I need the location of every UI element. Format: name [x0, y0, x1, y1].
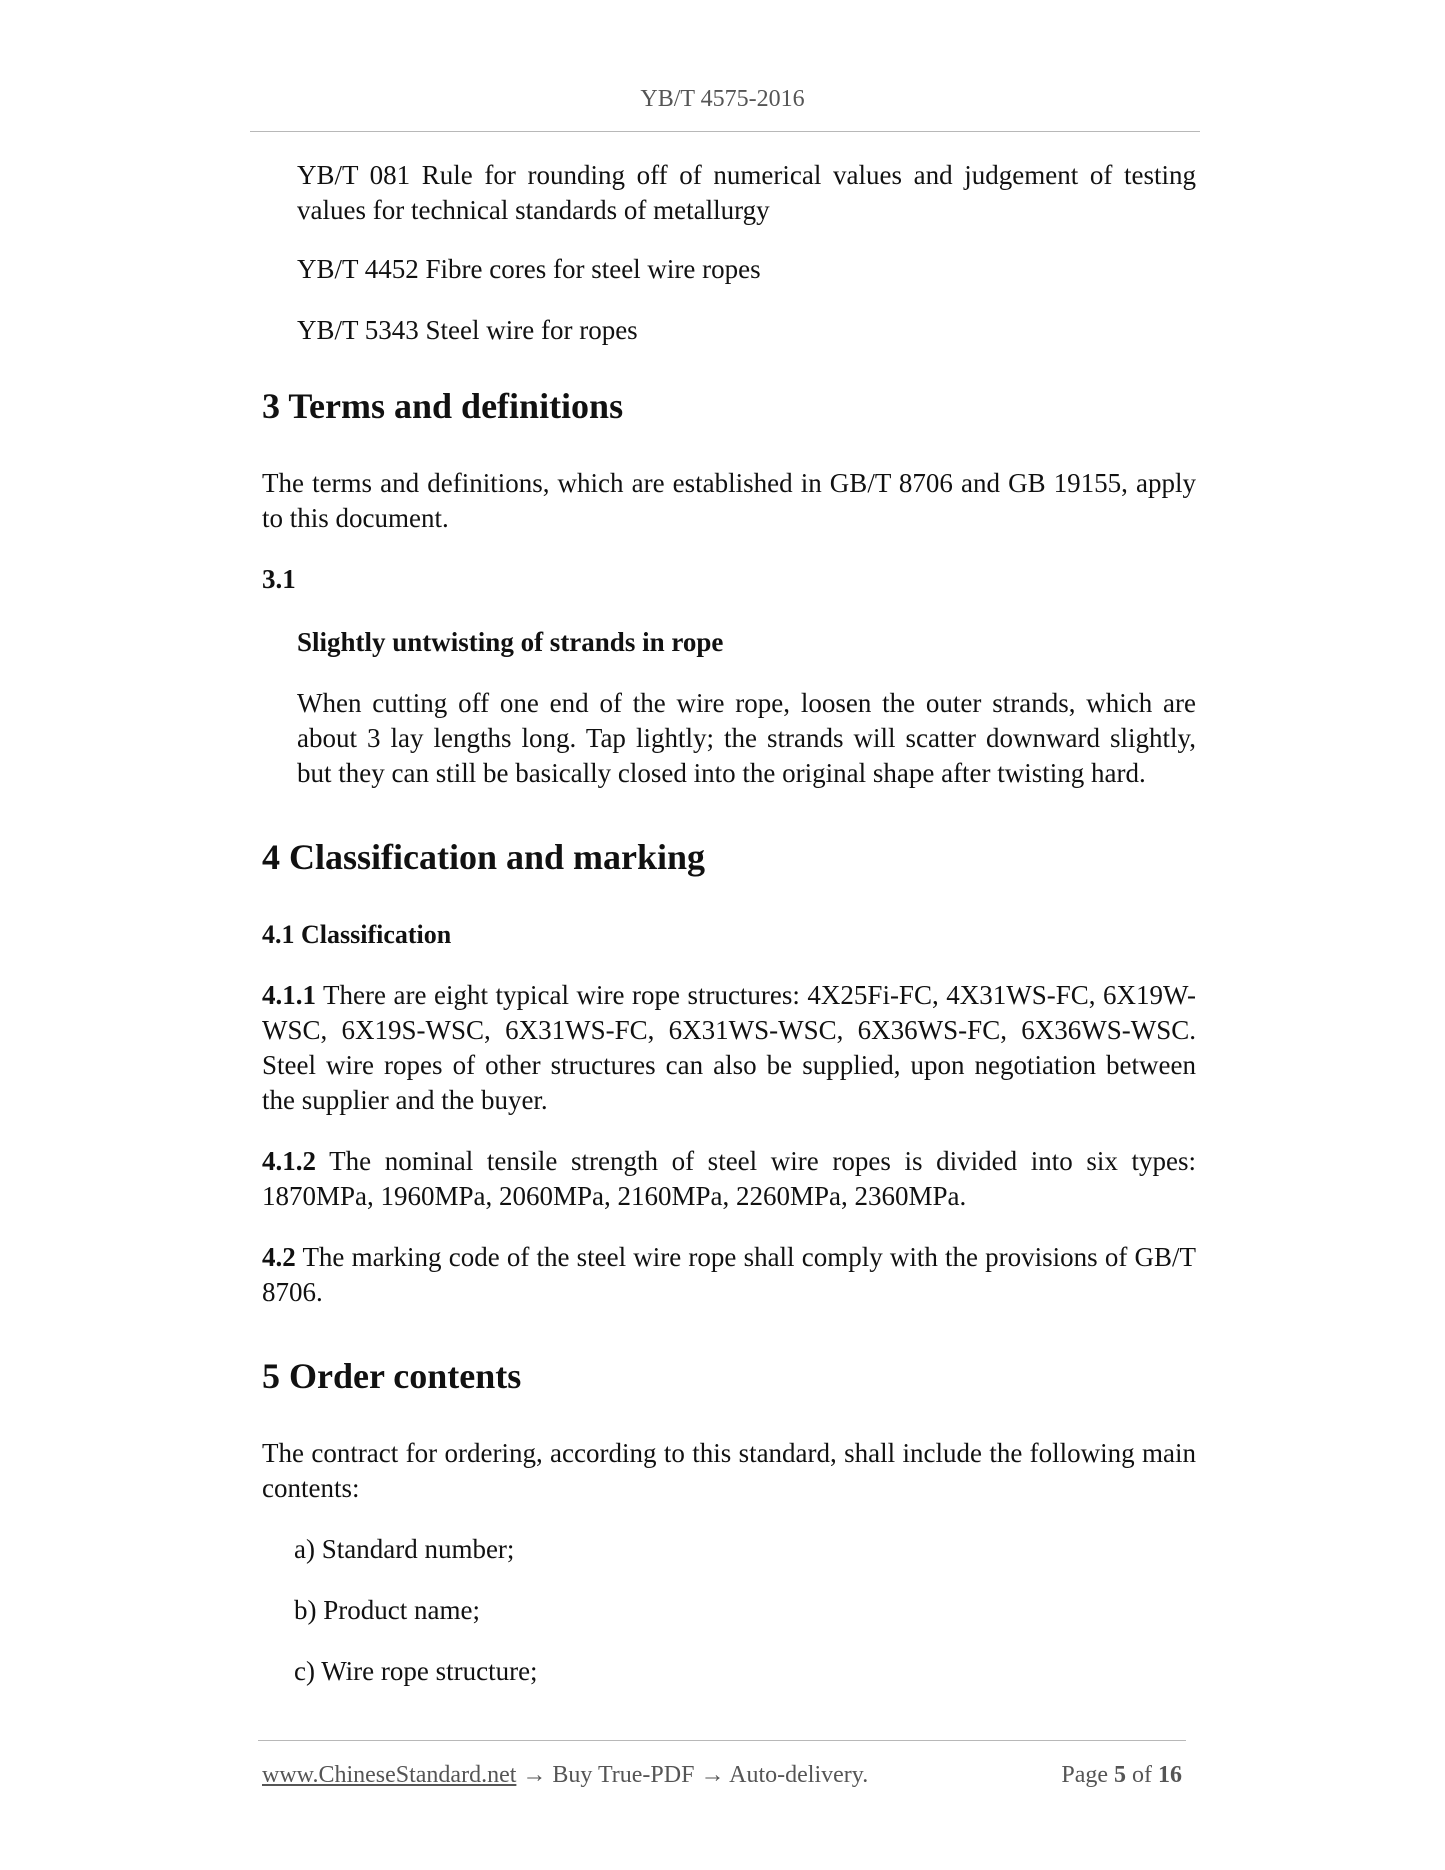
page-label: Page: [1061, 1762, 1108, 1788]
clause-4-2: [262, 1240, 1196, 1310]
reference-item: YB/T 5343 Steel wire for ropes: [297, 315, 638, 345]
section-3-intro: The terms and definitions, which are established in GB/T 8706 and GB 19155, apply to this document.: [262, 468, 1196, 533]
section-heading-3: 3 Terms and definitions: [262, 386, 624, 426]
website-link[interactable]: www.ChineseStandard.net: [262, 1762, 517, 1788]
list-item: c) Wire rope structure;: [294, 1656, 538, 1686]
clause-text: The nominal tensile strength of steel wire ropes is divided into six types: 1870MPa, 1960MPa, 2060MPa, 2160MPa, 2260MPa, 2360MPa.: [262, 1146, 1196, 1211]
term-definition: When cutting off one end of the wire rope, loosen the outer strands, which are about 3 lay lengths long. Tap lightly; the strands will scatter downward slightly, but they can still be basically closed into the original shape after twisting hard.: [297, 688, 1196, 788]
footer-divider: [258, 1740, 1186, 1741]
section-5-intro: The contract for ordering, according to this standard, shall include the following main contents:: [262, 1438, 1196, 1503]
section-heading-4: 4 Classification and marking: [262, 837, 706, 877]
section-heading-5: 5 Order contents: [262, 1356, 522, 1396]
arrow-icon: →: [700, 1762, 725, 1788]
buy-pdf-text: Buy True-PDF: [552, 1762, 695, 1788]
arrow-icon: →: [522, 1762, 547, 1788]
page-indicator: [1061, 1760, 1182, 1790]
list-item: b) Product name;: [294, 1595, 480, 1625]
current-page: 5: [1114, 1762, 1126, 1788]
term-name: Slightly untwisting of strands in rope: [297, 627, 724, 657]
subsection-heading-4-1: 4.1 Classification: [262, 920, 452, 949]
header-divider: [250, 131, 1200, 132]
reference-item: YB/T 4452 Fibre cores for steel wire ropes: [297, 254, 761, 284]
auto-delivery-text: Auto-delivery.: [729, 1762, 869, 1788]
clause-4-1-2: [262, 1144, 1196, 1214]
clause-number: 4.1.1: [262, 980, 316, 1010]
of-label: of: [1132, 1762, 1152, 1788]
list-item: a) Standard number;: [294, 1534, 515, 1564]
clause-number: 4.1.2: [262, 1146, 316, 1176]
total-pages: 16: [1158, 1762, 1182, 1788]
reference-item: YB/T 081 Rule for rounding off of numerical values and judgement of testing values for technical standards of metallurgy: [297, 160, 1196, 225]
page-footer: [262, 1760, 1182, 1790]
clause-4-1-1: [262, 978, 1196, 1118]
document-body: [262, 158, 1196, 1715]
page-header-title: YB/T 4575-2016: [640, 86, 805, 112]
term-number: 3.1: [262, 564, 296, 594]
clause-number: 4.2: [262, 1242, 296, 1272]
clause-text: The marking code of the steel wire rope shall comply with the provisions of GB/T 8706.: [262, 1242, 1197, 1307]
clause-text: There are eight typical wire rope structures: 4X25Fi-FC, 4X31WS-FC, 6X19W-WSC, 6X19S-WSC, 6X31WS-FC, 6X31WS-WSC, 6X36WS-FC, 6X36WS-WSC. Steel wire ropes of other structures can also be supplied, upon negotiation between the supplier and the buyer.: [262, 980, 1196, 1115]
